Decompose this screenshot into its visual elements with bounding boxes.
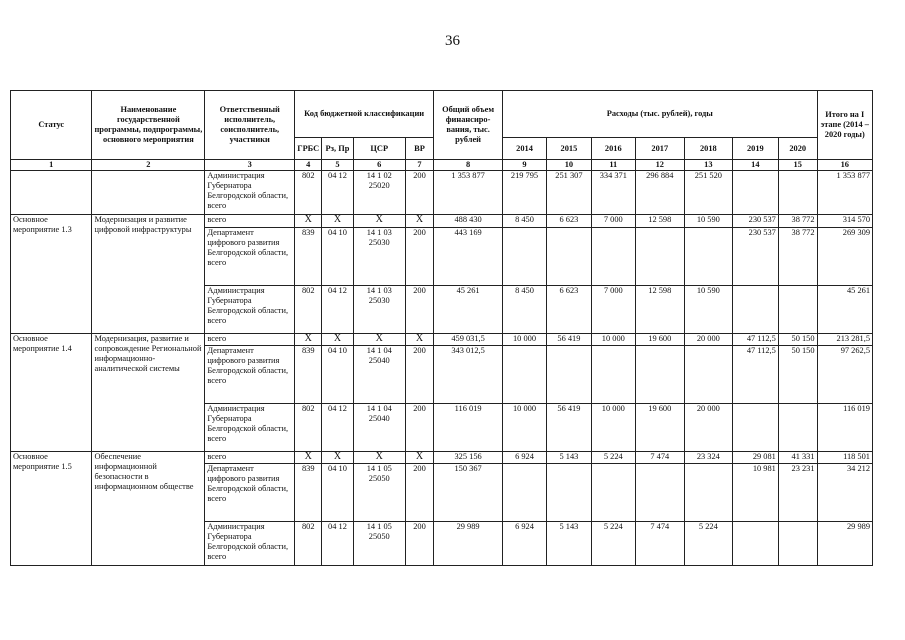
cell-csr: X [353,215,405,228]
col-number: 3 [205,160,295,171]
cell-year-expense: 10 000 [591,334,635,346]
cell-rz-pr: 04 10 [322,464,353,522]
cell-year-expense [591,464,635,522]
header-responsible: Ответственный исполнитель, соисполнитель, участники [205,91,295,160]
cell-year-expense [778,171,817,215]
budget-table [10,90,873,566]
cell-vr: X [405,334,433,346]
cell-program-name: Модернизация и развитие цифровой инфраструктуры [92,215,205,334]
cell-grbs: X [295,215,322,228]
col-number: 8 [434,160,503,171]
header-year: 2014 [503,138,547,160]
cell-vr: 200 [405,464,433,522]
cell-year-expense [778,522,817,566]
cell-year-expense: 6 924 [503,452,547,464]
cell-program-name [92,171,205,215]
header-budget-code: Код бюджетной классификации [295,91,434,138]
cell-responsible: Департамент цифрового развития Белгородской области, всего [205,228,295,286]
column-number-row [11,160,873,171]
col-number: 6 [353,160,405,171]
cell-grbs: X [295,334,322,346]
cell-year-expense: 10 590 [684,286,732,334]
cell-csr: 14 1 04 25040 [353,346,405,404]
cell-vr: 200 [405,522,433,566]
cell-status [11,171,92,215]
cell-year-expense: 334 371 [591,171,635,215]
cell-csr: 14 1 05 25050 [353,522,405,566]
cell-year-expense: 6 924 [503,522,547,566]
cell-year-expense: 7 474 [635,452,684,464]
cell-responsible: всего [205,452,295,464]
cell-year-expense [546,464,591,522]
cell-total-volume: 459 031,5 [434,334,503,346]
cell-rz-pr: X [322,334,353,346]
cell-year-expense: 23 324 [684,452,732,464]
cell-year-expense: 5 143 [546,522,591,566]
cell-year-expense: 7 000 [591,215,635,228]
col-number: 15 [778,160,817,171]
cell-responsible: Администрация Губернатора Белгородской области, всего [205,522,295,566]
cell-year-expense [591,228,635,286]
cell-year-expense: 41 331 [778,452,817,464]
cell-total-volume: 443 169 [434,228,503,286]
header-expenses: Расходы (тыс. рублей), годы [503,91,817,138]
cell-grbs: 802 [295,522,322,566]
header-total-stage: Итого на I этапе (2014 – 2020 годы) [817,91,872,160]
cell-year-expense [732,522,778,566]
cell-total-volume: 325 156 [434,452,503,464]
cell-total-volume: 45 261 [434,286,503,334]
header-csr: ЦСР [353,138,405,160]
cell-year-expense: 50 150 [778,346,817,404]
cell-total-volume: 1 353 877 [434,171,503,215]
cell-year-expense: 5 224 [684,522,732,566]
cell-vr: 200 [405,171,433,215]
cell-year-expense: 10 000 [503,404,547,452]
cell-year-expense [778,404,817,452]
col-number: 11 [591,160,635,171]
cell-year-expense: 5 224 [591,452,635,464]
header-year: 2016 [591,138,635,160]
col-number: 1 [11,160,92,171]
cell-year-expense [732,171,778,215]
col-number: 9 [503,160,547,171]
cell-year-expense: 38 772 [778,215,817,228]
col-number: 4 [295,160,322,171]
cell-year-expense: 251 307 [546,171,591,215]
cell-year-expense: 19 600 [635,404,684,452]
cell-year-expense: 20 000 [684,404,732,452]
cell-year-expense [635,464,684,522]
cell-year-expense [503,346,547,404]
cell-year-expense [684,346,732,404]
cell-responsible: Департамент цифрового развития Белгородской области, всего [205,464,295,522]
cell-year-expense: 6 623 [546,215,591,228]
cell-year-expense [732,404,778,452]
cell-csr: 14 1 05 25050 [353,464,405,522]
cell-responsible: Администрация Губернатора Белгородской области, всего [205,171,295,215]
cell-year-expense [546,346,591,404]
cell-stage-total: 1 353 877 [817,171,872,215]
cell-stage-total: 118 501 [817,452,872,464]
cell-year-expense: 20 000 [684,334,732,346]
cell-grbs: 839 [295,346,322,404]
header-name: Наименование государственной программы, подпрограммы, основного мероприятия [92,91,205,160]
cell-year-expense: 29 081 [732,452,778,464]
cell-year-expense: 10 590 [684,215,732,228]
cell-year-expense: 5 143 [546,452,591,464]
cell-year-expense: 38 772 [778,228,817,286]
header-status: Статус [11,91,92,160]
col-number: 12 [635,160,684,171]
cell-grbs: 802 [295,286,322,334]
cell-stage-total: 269 309 [817,228,872,286]
cell-year-expense [778,286,817,334]
cell-grbs: 839 [295,228,322,286]
table-row [11,171,873,215]
cell-year-expense: 47 112,5 [732,334,778,346]
cell-year-expense: 10 981 [732,464,778,522]
cell-stage-total: 29 989 [817,522,872,566]
cell-stage-total: 34 212 [817,464,872,522]
cell-csr: 14 1 02 25020 [353,171,405,215]
cell-year-expense [591,346,635,404]
cell-stage-total: 45 261 [817,286,872,334]
cell-rz-pr: 04 10 [322,228,353,286]
cell-year-expense: 19 600 [635,334,684,346]
cell-year-expense [684,228,732,286]
col-number: 7 [405,160,433,171]
cell-year-expense: 7 000 [591,286,635,334]
cell-responsible: всего [205,215,295,228]
col-number: 14 [732,160,778,171]
cell-year-expense: 50 150 [778,334,817,346]
cell-year-expense: 230 537 [732,228,778,286]
cell-vr: 200 [405,404,433,452]
cell-rz-pr: 04 12 [322,404,353,452]
header-total-volume: Общий объем финансиро-вания, тыс. рублей [434,91,503,160]
cell-year-expense [503,228,547,286]
cell-rz-pr: 04 10 [322,346,353,404]
col-number: 10 [546,160,591,171]
cell-stage-total: 213 281,5 [817,334,872,346]
cell-year-expense: 251 520 [684,171,732,215]
cell-total-volume: 150 367 [434,464,503,522]
cell-grbs: 839 [295,464,322,522]
cell-year-expense: 230 537 [732,215,778,228]
cell-csr: 14 1 04 25040 [353,404,405,452]
cell-responsible: Администрация Губернатора Белгородской области, всего [205,404,295,452]
cell-total-volume: 116 019 [434,404,503,452]
cell-year-expense [503,464,547,522]
cell-csr: 14 1 03 25030 [353,286,405,334]
header-year: 2018 [684,138,732,160]
table-row [11,452,873,464]
header-vr: ВР [405,138,433,160]
col-number: 5 [322,160,353,171]
cell-year-expense: 12 598 [635,215,684,228]
cell-grbs: X [295,452,322,464]
table-row [11,334,873,346]
cell-stage-total: 116 019 [817,404,872,452]
header-year: 2017 [635,138,684,160]
cell-rz-pr: X [322,452,353,464]
cell-year-expense: 10 000 [503,334,547,346]
cell-year-expense [546,228,591,286]
cell-grbs: 802 [295,404,322,452]
cell-vr: 200 [405,228,433,286]
cell-rz-pr: X [322,215,353,228]
cell-rz-pr: 04 12 [322,171,353,215]
cell-year-expense: 47 112,5 [732,346,778,404]
cell-csr: X [353,334,405,346]
cell-vr: 200 [405,286,433,334]
cell-vr: 200 [405,346,433,404]
cell-year-expense: 8 450 [503,215,547,228]
cell-grbs: 802 [295,171,322,215]
cell-year-expense: 23 231 [778,464,817,522]
cell-stage-total: 97 262,5 [817,346,872,404]
cell-year-expense [635,228,684,286]
cell-vr: X [405,452,433,464]
cell-csr: 14 1 03 25030 [353,228,405,286]
cell-responsible: Департамент цифрового развития Белгородской области, всего [205,346,295,404]
cell-stage-total: 314 570 [817,215,872,228]
cell-vr: X [405,215,433,228]
cell-total-volume: 29 989 [434,522,503,566]
col-number: 13 [684,160,732,171]
header-grbs: ГРБС [295,138,322,160]
col-number: 16 [817,160,872,171]
cell-year-expense: 12 598 [635,286,684,334]
cell-total-volume: 488 430 [434,215,503,228]
cell-year-expense: 10 000 [591,404,635,452]
header-year: 2020 [778,138,817,160]
cell-rz-pr: 04 12 [322,286,353,334]
col-number: 2 [92,160,205,171]
cell-year-expense: 219 795 [503,171,547,215]
cell-status: Основное мероприятие 1.4 [11,334,92,452]
cell-csr: X [353,452,405,464]
cell-year-expense: 5 224 [591,522,635,566]
cell-program-name: Модернизация, развитие и сопровождение Региональной информационно-аналитической системы [92,334,205,452]
cell-year-expense: 56 419 [546,334,591,346]
header-year: 2015 [546,138,591,160]
cell-responsible: всего [205,334,295,346]
cell-program-name: Обеспечение информационной безопасности в информационном обществе [92,452,205,566]
cell-year-expense: 8 450 [503,286,547,334]
cell-year-expense [732,286,778,334]
page-number: 36 [445,33,460,49]
cell-year-expense [684,464,732,522]
cell-status: Основное мероприятие 1.3 [11,215,92,334]
cell-total-volume: 343 012,5 [434,346,503,404]
cell-year-expense: 56 419 [546,404,591,452]
cell-responsible: Администрация Губернатора Белгородской области, всего [205,286,295,334]
header-year: 2019 [732,138,778,160]
header-rz-pr: Рз, Пр [322,138,353,160]
cell-rz-pr: 04 12 [322,522,353,566]
cell-status: Основное мероприятие 1.5 [11,452,92,566]
table-row [11,215,873,228]
cell-year-expense [635,346,684,404]
cell-year-expense: 6 623 [546,286,591,334]
cell-year-expense: 7 474 [635,522,684,566]
cell-year-expense: 296 884 [635,171,684,215]
